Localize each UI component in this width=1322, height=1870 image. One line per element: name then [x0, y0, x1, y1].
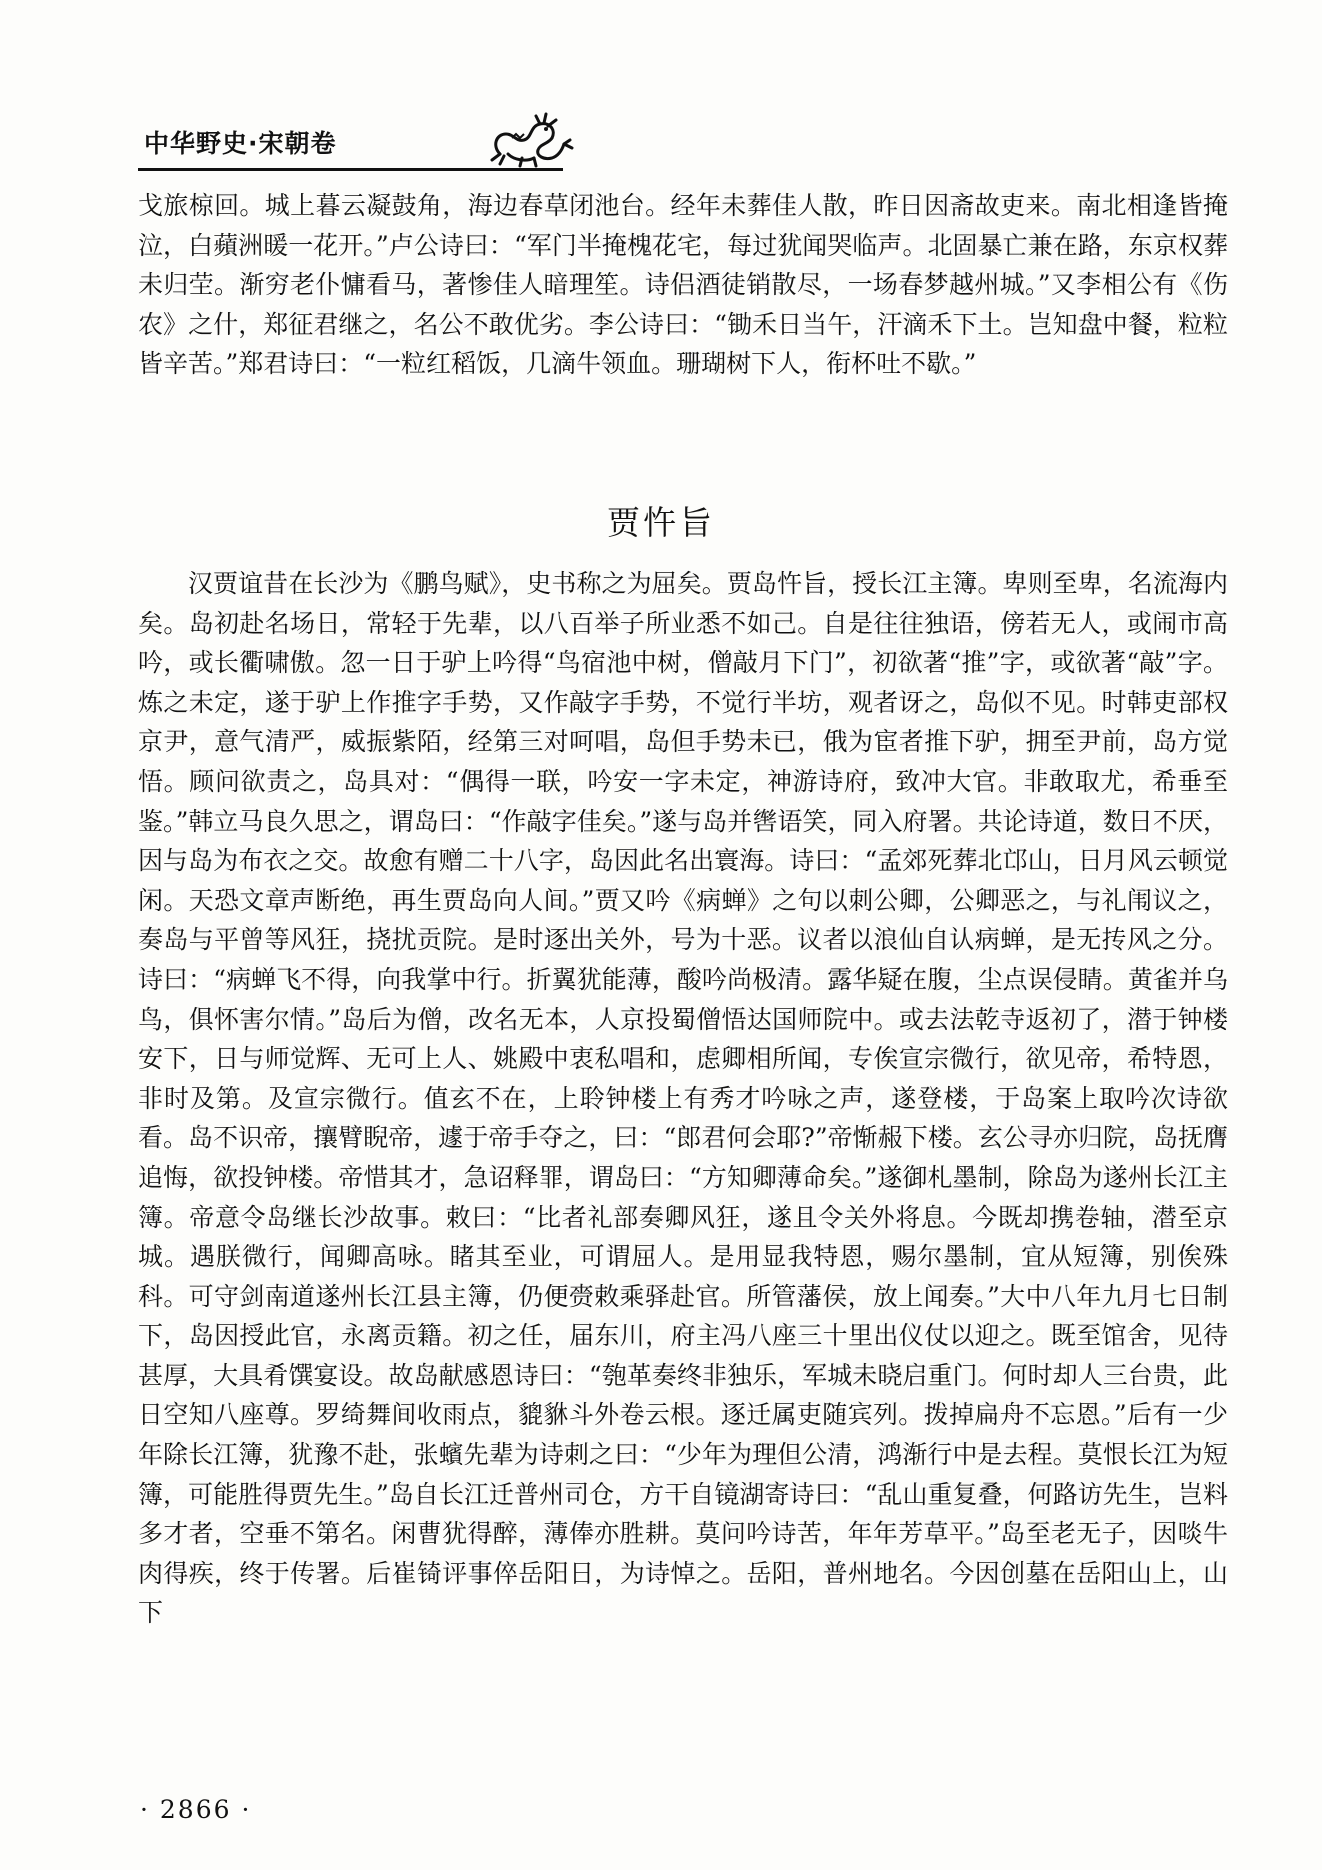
- dragon-emblem-icon: [478, 110, 578, 170]
- header-divider: [138, 168, 563, 171]
- section-title: 贾忤旨: [607, 503, 715, 542]
- running-header: [138, 120, 1228, 170]
- section-paragraph: 汉贾谊昔在长沙为《鹏鸟赋》，史书称之为屈矣。贾岛忤旨，授长江主簿。卑则至卑，名流海内矣。岛初赴名场日，常轻于先辈，以八百举子所业悉不如己。自是往往独语，傍若无人，或闹市高吟，或长衢啸傲。忽一日于驴上吟得“鸟宿池中树，僧敲月下门”，初欲著“推”字，或欲著“敲”字。炼之未定，遂于驴上作推字手势，又作敲字手势，不觉行半坊，观者讶之，岛似不见。时韩吏部权京尹，意气清严，威振紫陌，经第三对呵唱，岛但手势未已，俄为宦者推下驴，拥至尹前，岛方觉悟。顾问欲责之，岛具对：“偶得一联，吟安一字未定，神游诗府，致冲大官。非敢取尤，希垂至鉴。”韩立马良久思之，谓岛曰：“作敲字佳矣。”遂与岛并辔语笑，同入府署。共论诗道，数日不厌，因与岛为布衣之交。故愈有赠二十八字，岛因此名出寰海。诗曰：“孟郊死葬北邙山，日月风云顿觉闲。天恐文章声断绝，再生贾岛向人间。”贾又吟《病蝉》之句以刺公卿，公卿恶之，与礼闱议之，奏岛与平曾等风狂，挠扰贡院。是时逐出关外，号为十恶。议者以浪仙自认病蝉，是无抟风之分。诗曰：“病蝉飞不得，向我掌中行。折翼犹能薄，酸吟尚极清。露华疑在腹，尘点误侵睛。黄雀并乌鸟，俱怀害尔情。”岛后为僧，改名无本，人京投蜀僧悟达国师院中。或去法乾寺返初了，潜于钟楼安下，日与师觉辉、无可上人、姚殿中衷私唱和，虑卿相所闻，专俟宣宗微行，欲见帝，希特恩，非时及第。及宣宗微行。值玄不在，上聆钟楼上有秀才吟咏之声，遂登楼，于岛案上取吟次诗欲看。岛不识帝，攘臂睨帝，遽于帝手夺之，曰：“郎君何会耶?”帝惭赧下楼。玄公寻亦归院，岛抚膺追悔，欲投钟楼。帝惜其才，急诏释罪，谓岛曰：“方知卿薄命矣。”遂御札墨制，除岛为遂州长江主簿。帝意令岛继长沙故事。敕曰：“比者礼部奏卿风狂，遂且令关外将息。今既却携卷轴，潜至京城。遇朕微行，闻卿高咏。睹其至业，可谓屈人。是用显我特恩，赐尔墨制，宜从短簿，别俟殊科。可守剑南道遂州长江县主簿，仍便赍敕乘驿赴官。所管藩侯，放上闻奏。”大中八年九月七日制下，岛因授此官，永离贡籍。初之任，届东川，府主冯八座三十里出仪仗以迎之。既至馆舍，见待甚厚，大具肴馔宴设。故岛献感恩诗曰：“匏革奏终非独乐，军城未晓启重门。何时却人三台贵，此日空知八座尊。罗绮舞间收雨点，貔貅斗外卷云根。逐迁属吏随宾列。拨掉扁舟不忘恩。”后有一少年除长江簿，犹豫不赴，张蠙先辈为诗刺之曰：“少年为理但公清，鸿渐行中是去程。莫恨长江为短簿，可能胜得贾先生。”岛自长江迁普州司仓，方干自镜湖寄诗曰：“乱山重复叠，何路访先生，岂料多才者，空垂不第名。闲曹犹得醉，薄俸亦胜耕。莫问吟诗苦，年年芳草平。”岛至老无子，因啖牛肉得疾，终于传署。后崔锜评事倅岳阳日，为诗悼之。岳阳，普州地名。今因创墓在岳阳山上，山下: [138, 569, 1228, 1628]
- continued-paragraph: 戈旅椋回。城上暮云凝鼓角，海边春草闭池台。经年未葬佳人散，昨日因斋故吏来。南北相逢皆掩泣，白蘋洲暖一花开。”卢公诗曰：“军门半掩槐花宅，每过犹闻哭临声。北固暴亡兼在路，东京权葬未归茔。渐穷老仆慵看马，著惨佳人暗理笙。诗侣酒徒销散尽，一场春梦越州城。”又李相公有《伤农》之什，郑征君继之，名公不敢优劣。李公诗曰：“锄禾日当午，汗滴禾下土。岂知盘中餐，粒粒皆辛苦。”郑君诗曰：“一粒红稻饭，几滴牛领血。珊瑚树下人，衔杯吐不歇。”: [138, 191, 1228, 379]
- header-title: 中华野史·宋朝卷: [144, 129, 337, 158]
- page-number: · 2866 ·: [140, 1795, 252, 1824]
